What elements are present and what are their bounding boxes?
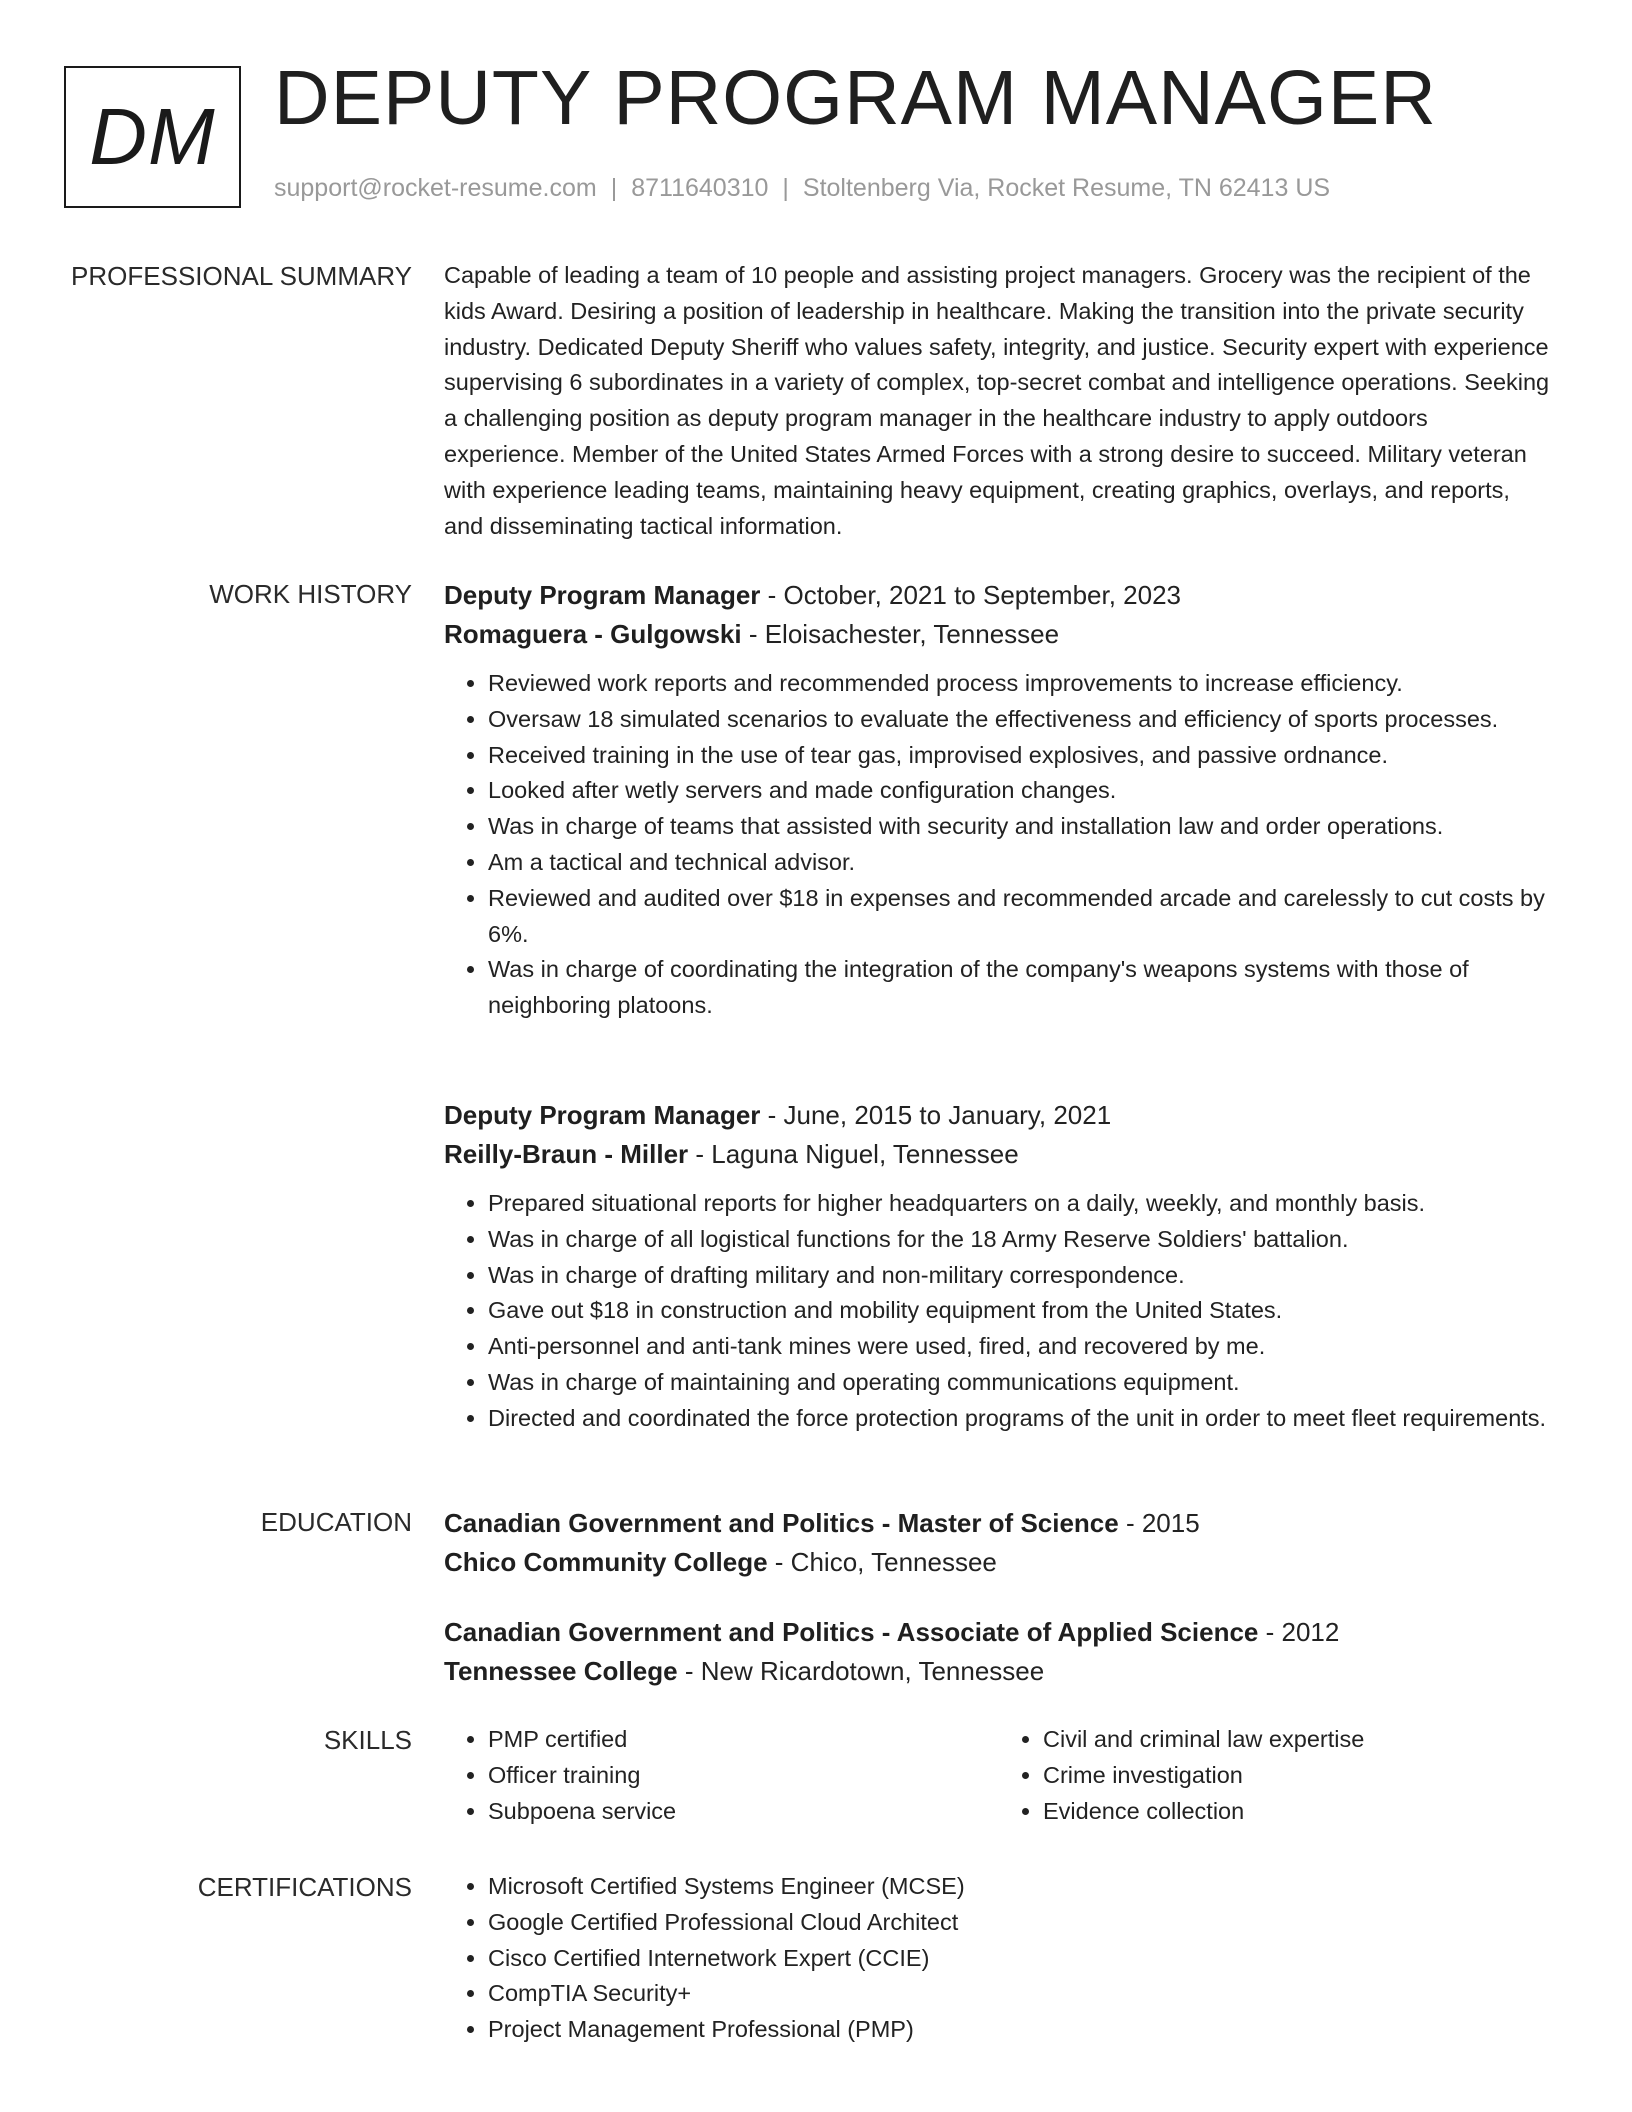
list-item: • Was in charge of maintaining and operating communications equipment. bbox=[488, 1365, 1554, 1401]
list-item: • CompTIA Security+ bbox=[488, 1976, 1554, 2012]
list-item: • Prepared situational reports for higher headquarters on a daily, weekly, and monthly basis. bbox=[488, 1186, 1554, 1222]
list-item: • Subpoena service bbox=[488, 1794, 999, 1830]
contact-email[interactable]: support@rocket-resume.com bbox=[274, 174, 597, 202]
list-item: • Reviewed and audited over $18 in expenses and recommended arcade and carelessly to cut costs by 6%. bbox=[488, 881, 1554, 953]
list-item: • Was in charge of drafting military and non-military correspondence. bbox=[488, 1258, 1554, 1294]
skills-column-right bbox=[999, 1722, 1543, 1829]
job-company-line bbox=[444, 1135, 1554, 1174]
list-item: • Am a tactical and technical advisor. bbox=[488, 845, 1554, 881]
skills-column-left bbox=[444, 1722, 999, 1829]
degree-year: - 2015 bbox=[1118, 1508, 1200, 1538]
section-body bbox=[444, 576, 1554, 1431]
list-item: • Reviewed work reports and recommended process improvements to increase efficiency. bbox=[488, 666, 1554, 702]
summary-text: Capable of leading a team of 10 people and assisting project managers. Grocery was the recipient of the kids Award. Desiring a position of leadership in healthcare. Making the transition into the private security industry. Dedicated Deputy Sheriff who values safety, integrity, and justice. Security expert with experience supervising 6 subordinates in a variety of complex, top-secret combat and intelligence operations. Seeking a challenging position as deputy program manager in the healthcare industry to apply outdoors experience. Member of the United States Armed Forces with a strong desire to succeed. Military veteran with experience leading teams, maintaining heavy equipment, creating graphics, overlays, and reports, and disseminating tactical information. bbox=[444, 262, 1550, 539]
list-item: • Looked after wetly servers and made configuration changes. bbox=[488, 773, 1554, 809]
section-label: CERTIFICATIONS bbox=[197, 1872, 412, 1902]
list-item: • Gave out $18 in construction and mobility equipment from the United States. bbox=[488, 1293, 1554, 1329]
degree-line bbox=[444, 1613, 1554, 1652]
contact-line bbox=[274, 174, 1330, 203]
skills-grid bbox=[444, 1722, 1554, 1829]
list-item: • Was in charge of coordinating the integration of the company's weapons systems with those of neighboring platoons. bbox=[488, 952, 1554, 1024]
education-entry bbox=[444, 1504, 1554, 1582]
list-item: • Was in charge of all logistical functions for the 18 Army Reserve Soldiers' battalion. bbox=[488, 1222, 1554, 1258]
section-body bbox=[444, 1869, 1554, 2048]
section-body bbox=[444, 1504, 1554, 1686]
job-title: Deputy Program Manager bbox=[444, 1100, 761, 1130]
education-entry bbox=[444, 1613, 1554, 1691]
job-location: - Eloisachester, Tennessee bbox=[741, 619, 1060, 649]
job-title-line bbox=[444, 576, 1554, 615]
section-label: EDUCATION bbox=[260, 1507, 412, 1537]
monogram-logo: DM bbox=[64, 66, 241, 208]
contact-address: Stoltenberg Via, Rocket Resume, TN 62413 US bbox=[802, 174, 1331, 202]
list-item: • Evidence collection bbox=[1043, 1794, 1543, 1830]
section-label: WORK HISTORY bbox=[209, 579, 412, 609]
list-item: • Directed and coordinated the force protection programs of the unit in order to meet fleet requirements. bbox=[488, 1401, 1554, 1437]
school-location: - Chico, Tennessee bbox=[767, 1547, 997, 1577]
list-item: • Project Management Professional (PMP) bbox=[488, 2012, 1554, 2048]
certifications-list bbox=[444, 1869, 1554, 2048]
list-item: • Anti-personnel and anti-tank mines were used, fired, and recovered by me. bbox=[488, 1329, 1554, 1365]
degree-line bbox=[444, 1504, 1554, 1543]
contact-phone[interactable]: 8711640310 bbox=[631, 174, 769, 202]
job-company: Romaguera - Gulgowski bbox=[444, 619, 742, 649]
list-item: • Cisco Certified Internetwork Expert (CCIE) bbox=[488, 1941, 1554, 1977]
list-item: • Crime investigation bbox=[1043, 1758, 1543, 1794]
school-line bbox=[444, 1543, 1554, 1582]
job-entry bbox=[444, 1096, 1554, 1437]
job-dates: - June, 2015 to January, 2021 bbox=[760, 1100, 1112, 1130]
list-item: • Microsoft Certified Systems Engineer (MCSE) bbox=[488, 1869, 1554, 1905]
job-company: Reilly-Braun - Miller bbox=[444, 1139, 689, 1169]
list-item: • Civil and criminal law expertise bbox=[1043, 1722, 1543, 1758]
contact-separator: | bbox=[782, 174, 789, 202]
degree-year: - 2012 bbox=[1258, 1617, 1340, 1647]
school-location: - New Ricardotown, Tennessee bbox=[677, 1656, 1045, 1686]
school-line bbox=[444, 1652, 1554, 1691]
list-item: • Oversaw 18 simulated scenarios to evaluate the effectiveness and efficiency of sports processes. bbox=[488, 702, 1554, 738]
contact-separator: | bbox=[610, 174, 618, 202]
list-item: • Officer training bbox=[488, 1758, 999, 1794]
section-body bbox=[444, 258, 1554, 544]
job-title-line bbox=[444, 1096, 1554, 1135]
job-location: - Laguna Niguel, Tennessee bbox=[688, 1139, 1019, 1169]
school: Chico Community College bbox=[444, 1547, 768, 1577]
job-bullets bbox=[444, 666, 1554, 1024]
section-label: PROFESSIONAL SUMMARY bbox=[71, 261, 412, 291]
section-label: SKILLS bbox=[323, 1725, 412, 1755]
job-bullets bbox=[444, 1186, 1554, 1437]
list-item: • Google Certified Professional Cloud Architect bbox=[488, 1905, 1554, 1941]
section-body bbox=[444, 1722, 1554, 1829]
list-item: • Received training in the use of tear gas, improvised explosives, and passive ordnance. bbox=[488, 738, 1554, 774]
job-company-line bbox=[444, 615, 1554, 654]
degree: Canadian Government and Politics - Associate of Applied Science bbox=[444, 1617, 1259, 1647]
job-title: Deputy Program Manager bbox=[444, 580, 761, 610]
school: Tennessee College bbox=[444, 1656, 678, 1686]
resume-title: DEPUTY PROGRAM MANAGER bbox=[274, 55, 1437, 141]
list-item: • PMP certified bbox=[488, 1722, 999, 1758]
job-dates: - October, 2021 to September, 2023 bbox=[760, 580, 1182, 610]
list-item: • Was in charge of teams that assisted with security and installation law and order operations. bbox=[488, 809, 1554, 845]
degree: Canadian Government and Politics - Master of Science bbox=[444, 1508, 1119, 1538]
job-entry bbox=[444, 576, 1554, 1024]
